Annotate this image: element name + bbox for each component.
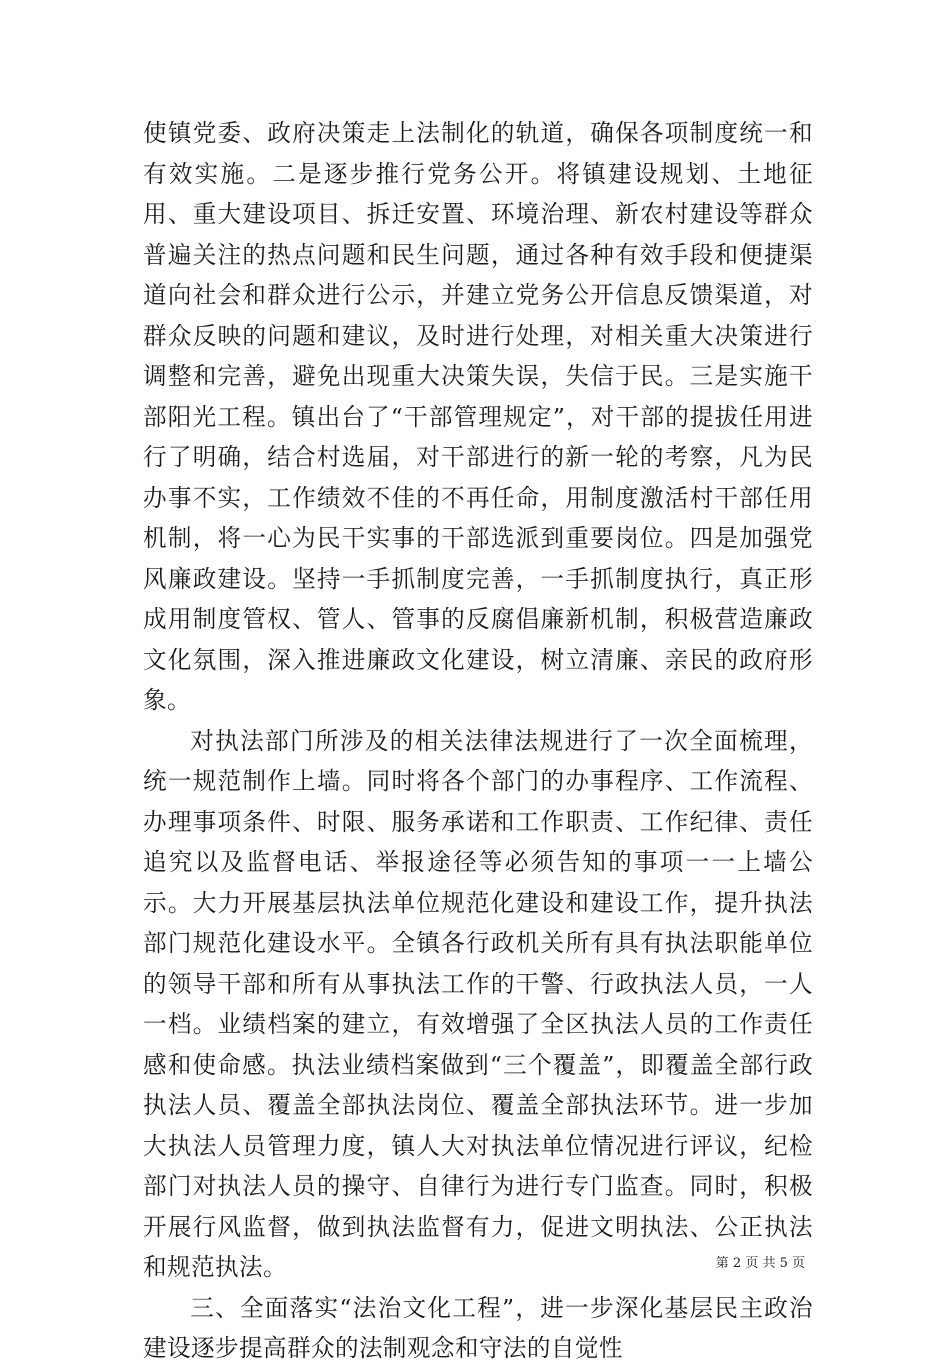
section-heading-three: 三、全面落实“法治文化工程”，进一步深化基层民主政治建设逐步提高群众的法制观念和守法的自觉性 (143, 1293, 813, 1362)
page-number-footer: 第 2 页 共 5 页 (715, 1256, 805, 1271)
document-body (143, 113, 813, 1369)
paragraph-continuation: 使镇党委、政府决策走上法制化的轨道，确保各项制度统一和有效实施。二是逐步推行党务公开。将镇建设规划、土地征用、重大建设项目、拆迁安置、环境治理、新农村建设等群众普遍关注的热点问题和民生问题，通过各种有效手段和便捷渠道向社会和群众进行公示，并建立党务公开信息反馈渠道，对群众反映的问题和建议，及时进行处理，对相关重大决策进行调整和完善，避免出现重大决策失误，失信于民。三是实施干部阳光工程。镇出台了“干部管理规定”，对干部的提拔任用进行了明确，结合村选届，对干部进行的新一轮的考察，凡为民办事不实，工作绩效不佳的不再任命，用制度激活村干部任用机制，将一心为民干实事的干部选派到重要岗位。四是加强党风廉政建设。坚持一手抓制度完善，一手抓制度执行，真正形成用制度管权、管人、管事的反腐倡廉新机制，积极营造廉政文化氛围，深入推进廉政文化建设，树立清廉、亲民的政府形象。 (143, 119, 813, 714)
paragraph-law-enforcement: 对执法部门所涉及的相关法律法规进行了一次全面梳理，统一规范制作上墙。同时将各个部门的办事程序、工作流程、办理事项条件、时限、服务承诺和工作职责、工作纪律、责任追究以及监督电话、举报途径等必须告知的事项一一上墙公示。大力开展基层执法单位规范化建设和建设工作，提升执法部门规范化建设水平。全镇各行政机关所有具有执法职能单位的领导干部和所有从事执法工作的干警、行政执法人员，一人一档。业绩档案的建立，有效增强了全区执法人员的工作责任感和使命感。执法业绩档案做到“三个覆盖”，即覆盖全部行政执法人员、覆盖全部执法岗位、覆盖全部执法环节。进一步加大执法人员管理力度，镇人大对执法单位情况进行评议，纪检部门对执法人员的操守、自律行为进行专门监查。同时，积极开展行风监督，做到执法监督有力，促进文明执法、公正执法和规范执法。 (143, 726, 813, 1281)
